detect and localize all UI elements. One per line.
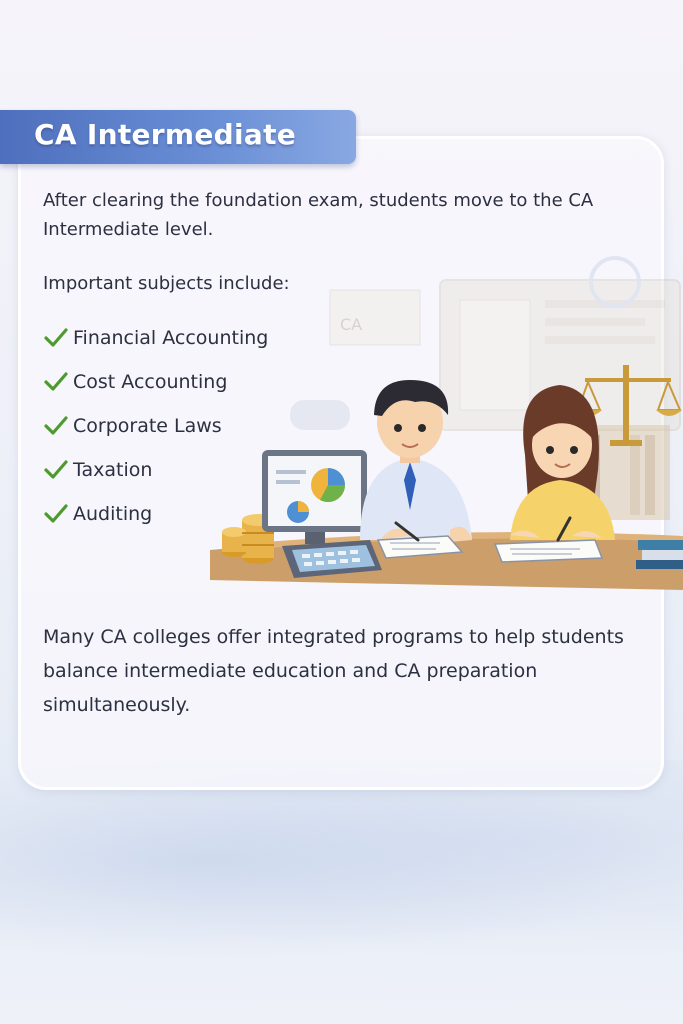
intro-text: After clearing the foundation exam, students move to the CA Intermediate level. <box>43 190 594 240</box>
background-documents <box>290 258 680 430</box>
page-title: CA Intermediate <box>34 118 297 151</box>
check-icon <box>43 503 69 525</box>
subjects-heading: Important subjects include: <box>43 273 290 294</box>
subject-label: Auditing <box>73 503 153 525</box>
subject-label: Taxation <box>73 459 153 481</box>
monitor <box>262 450 367 544</box>
check-icon <box>43 371 69 393</box>
closing-text: Many CA colleges offer integrated programs to help students balance intermediate education and CA preparation simultaneously. <box>43 626 624 716</box>
subject-label: Financial Accounting <box>73 327 269 349</box>
title-banner <box>0 110 356 164</box>
check-icon <box>43 327 69 349</box>
check-icon <box>43 415 69 437</box>
check-icon <box>43 459 69 481</box>
background-wash <box>0 760 683 960</box>
subject-label: Cost Accounting <box>73 371 228 393</box>
board-text: CA <box>340 315 363 334</box>
subject-label: Corporate Laws <box>73 415 222 437</box>
students-studying-illustration <box>210 240 683 600</box>
